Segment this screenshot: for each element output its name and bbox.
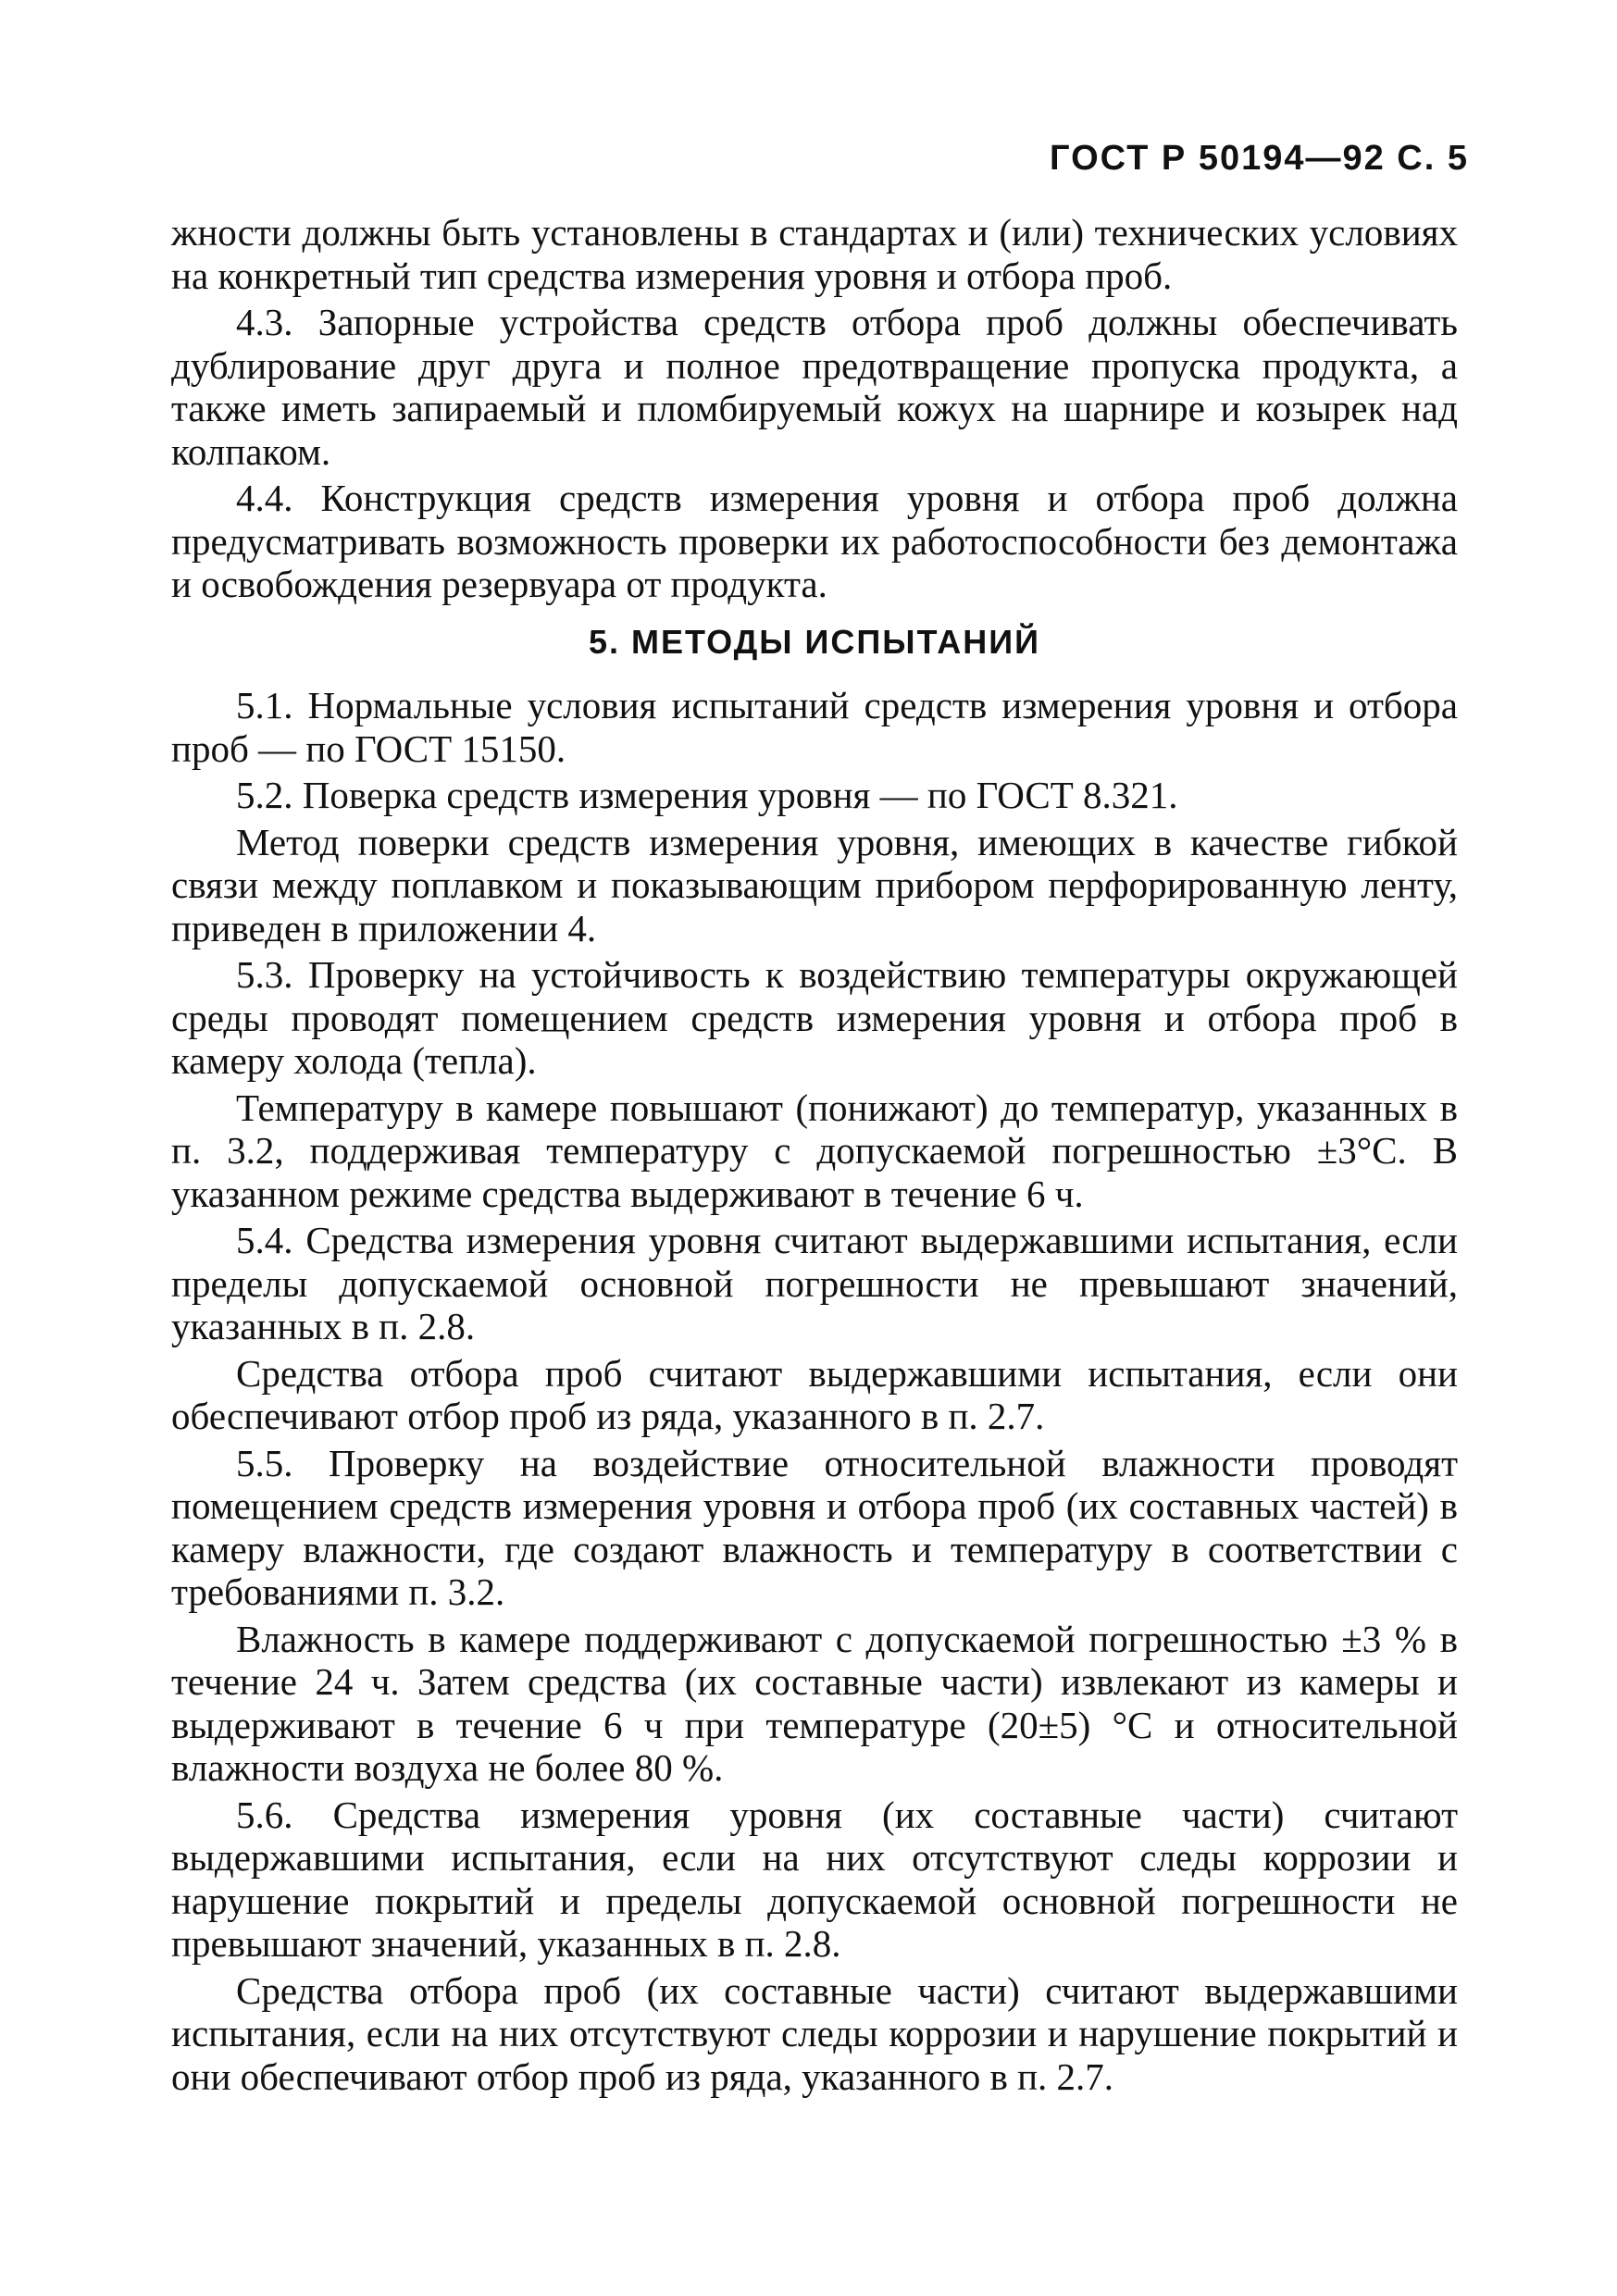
paragraph-5-2: 5.2. Поверка средств измерения уровня — по ГОСТ 8.321. <box>236 774 1178 816</box>
paragraph-5-3-temperature: Температуру в камере повышают (понижают) до температур, указанных в п. 3.2, поддерживая температуру с допускаемой погрешностью ±3°С. В указанном режиме средства выдерживают в течение 6 ч. <box>171 1086 1458 1215</box>
paragraph-5-6: 5.6. Средства измерения уровня (их составные части) считают выдержавшими испытания, если на них отсутствуют следы коррозии и нарушение покрытий и пределы допускаемой основной погрешности не превышают значений, указанных в п. 2.8. <box>171 1793 1458 1965</box>
paragraph-5-6-sampling: Средства отбора проб (их составные части) считают выдержавшими испытания, если на них отсутствуют следы коррозии и нарушение покрытий и они обеспечивают отбор проб из ряда, указанного в п. 2.7. <box>171 1968 1458 2098</box>
paragraph-continuation: жности должны быть установлены в стандартах и (или) технических условиях на конкретный тип средства измерения уровня и отбора проб. <box>171 211 1458 297</box>
paragraph-5-3: 5.3. Проверку на устойчивость к воздействию температуры окружающей среды проводят помещением средств измерения уровня и отбора проб в камеру холода (тепла). <box>171 953 1458 1082</box>
paragraph-4-3: 4.3. Запорные устройства средств отбора проб должны обеспечивать дублирование друг друга и полное предотвращение пропуска продукта, а также иметь запираемый и пломбируемый кожух на шарнире и козырек над колпаком. <box>171 301 1458 473</box>
paragraph-5-5-humidity: Влажность в камере поддерживают с допускаемой погрешностью ±3 % в течение 24 ч. Затем средства (их составные части) извлекают из камеры и выдерживают в течение 6 ч при температуре (20±5) °С и относительной влажности воздуха не более 80 %. <box>171 1617 1458 1789</box>
paragraph-5-5: 5.5. Проверку на воздействие относительной влажности проводят помещением средств измерения уровня и отбора проб (их составных частей) в камеру влажности, где создают влажность и температуру в соответствии с требованиями п. 3.2. <box>171 1441 1458 1613</box>
paragraph-5-2-method: Метод поверки средств измерения уровня, имеющих в качестве гибкой связи между поплавком и показывающим прибором перфорированную ленту, приведен в приложении 4. <box>171 820 1458 949</box>
paragraph-4-4: 4.4. Конструкция средств измерения уровня и отбора проб должна предусматривать возможность проверки их работоспособности без демонтажа и освобождения резервуара от продукта. <box>171 477 1458 605</box>
paragraph-5-1: 5.1. Нормальные условия испытаний средств измерения уровня и отбора проб — по ГОСТ 15150. <box>171 684 1458 770</box>
section-title: 5. МЕТОДЫ ИСПЫТАНИЙ <box>589 622 1040 661</box>
paragraph-5-4-sampling: Средства отбора проб считают выдержавшими испытания, если они обеспечивают отбор проб из ряда, указанного в п. 2.7. <box>171 1351 1458 1437</box>
paragraph-5-4: 5.4. Средства измерения уровня считают выдержавшими испытания, если пределы допускаемой основной погрешности не превышают значений, указанных в п. 2.8. <box>171 1219 1458 1347</box>
document-body <box>171 211 1458 2102</box>
page-header: ГОСТ Р 50194—92 С. 5 <box>1050 139 1469 178</box>
